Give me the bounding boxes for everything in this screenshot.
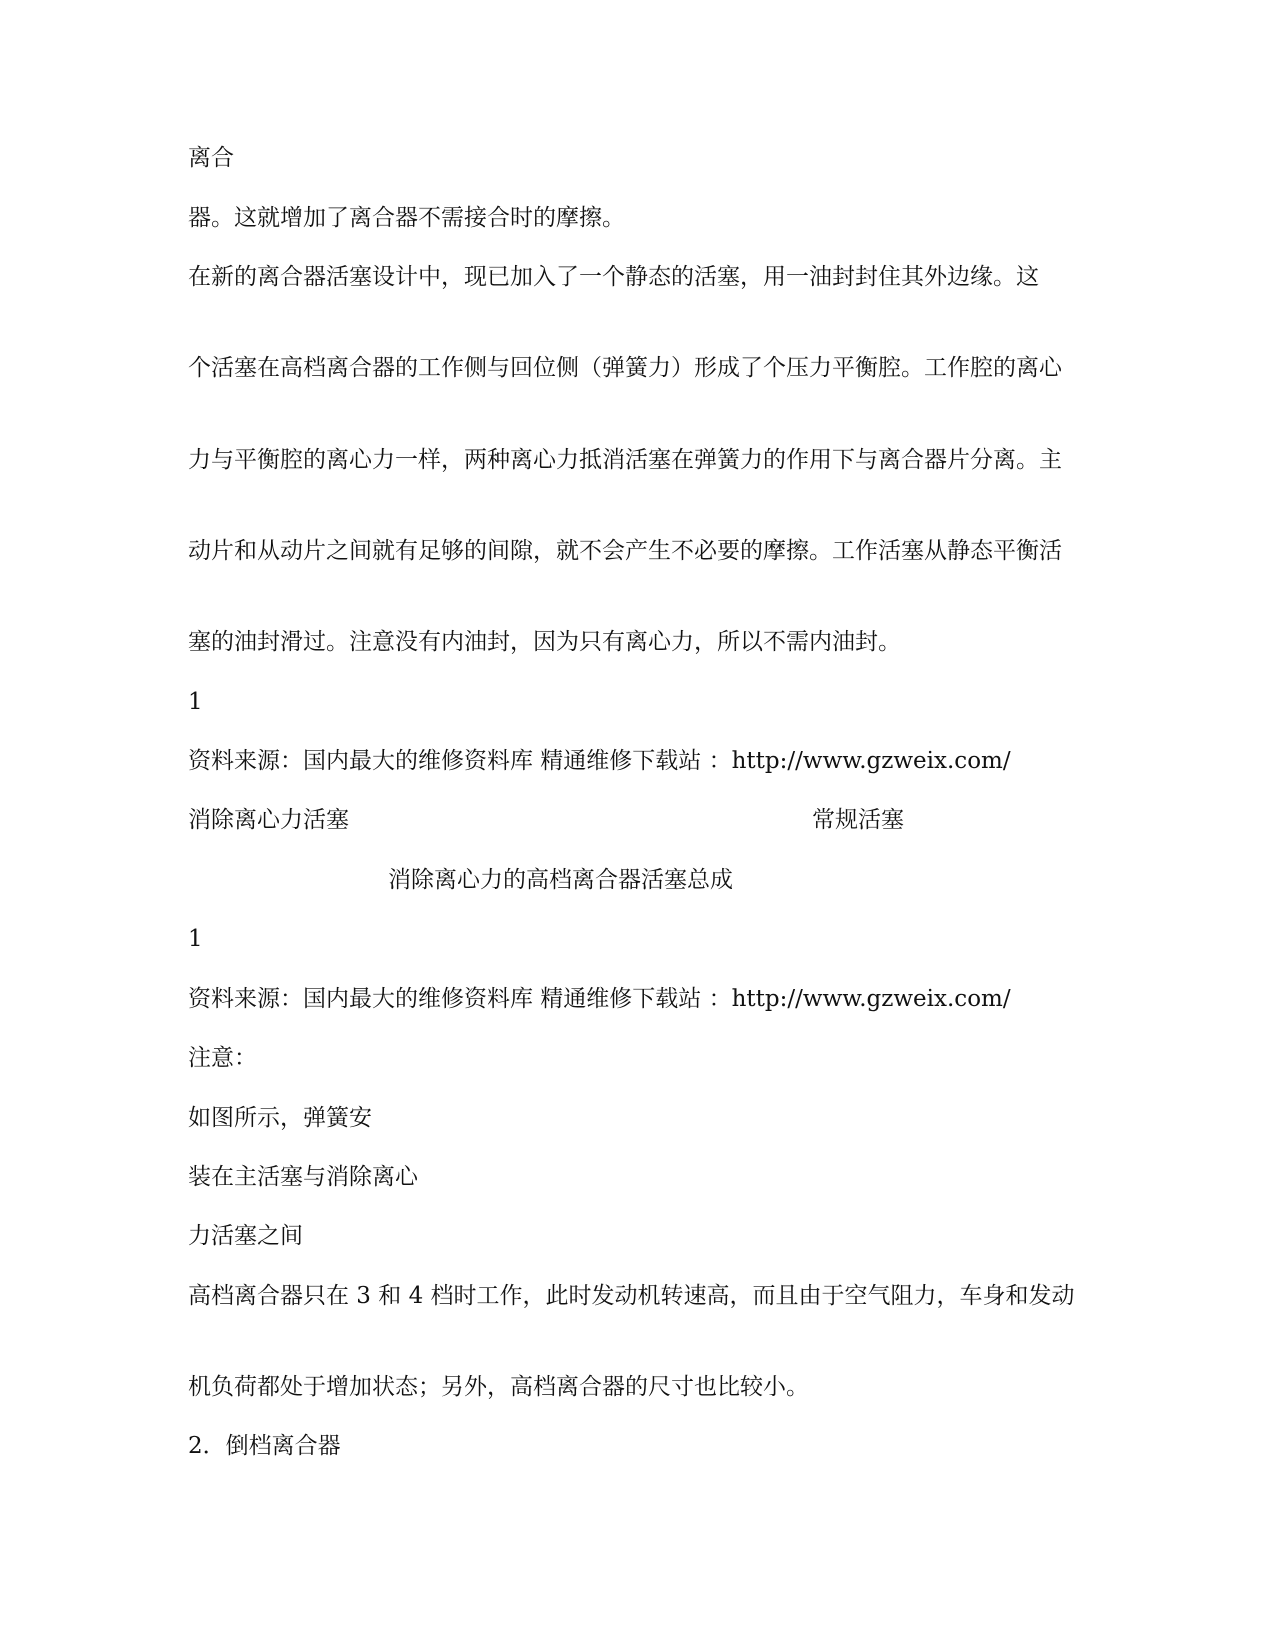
body-line-2: 机负荷都处于增加状态；另外，高档离合器的尺寸也比较小。 <box>188 1374 809 1400</box>
source-line: 资料来源：国内最大的维修资料库 精通维修下载站 ：http://www.gzweix.com/ <box>188 748 1011 774</box>
text-line-1: 离合 <box>188 145 234 171</box>
source-line-2: 资料来源：国内最大的维修资料库 精通维修下载站 ：http://www.gzweix.com/ <box>188 986 1011 1012</box>
text-line-3: 在新的离合器活塞设计中，现已加入了一个静态的活塞，用一油封封住其外边缘。这 <box>188 264 1039 290</box>
text-line-4: 个活塞在高档离合器的工作侧与回位侧（弹簧力）形成了个压力平衡腔。工作腔的离心 <box>188 355 1062 381</box>
text-line-7: 塞的油封滑过。注意没有内油封，因为只有离心力，所以不需内油封。 <box>188 629 901 655</box>
body-line-1: 高档离合器只在 3 和 4 档时工作，此时发动机转速高，而且由于空气阻力，车身和发动 <box>188 1283 1075 1309</box>
note-line-1: 如图所示，弹簧安 <box>188 1105 372 1131</box>
text-line-2: 器。这就增加了离合器不需接合时的摩擦。 <box>188 205 625 231</box>
page-number: 1 <box>188 689 203 715</box>
page-number-2: 1 <box>188 926 203 952</box>
text-line-5: 力与平衡腔的离心力一样，两种离心力抵消活塞在弹簧力的作用下与离合器片分离。主 <box>188 447 1062 473</box>
section-heading: 2．倒档离合器 <box>188 1433 341 1459</box>
note-line-2: 装在主活塞与消除离心 <box>188 1164 418 1190</box>
figure-label-right: 常规活塞 <box>812 807 904 833</box>
text-line-6: 动片和从动片之间就有足够的间隙，就不会产生不必要的摩擦。工作活塞从静态平衡活 <box>188 538 1062 564</box>
figure-caption: 消除离心力的高档离合器活塞总成 <box>388 867 733 893</box>
note-line-3: 力活塞之间 <box>188 1223 303 1249</box>
note-heading: 注意： <box>188 1045 257 1071</box>
figure-label-left: 消除离心力活塞 <box>188 807 349 833</box>
